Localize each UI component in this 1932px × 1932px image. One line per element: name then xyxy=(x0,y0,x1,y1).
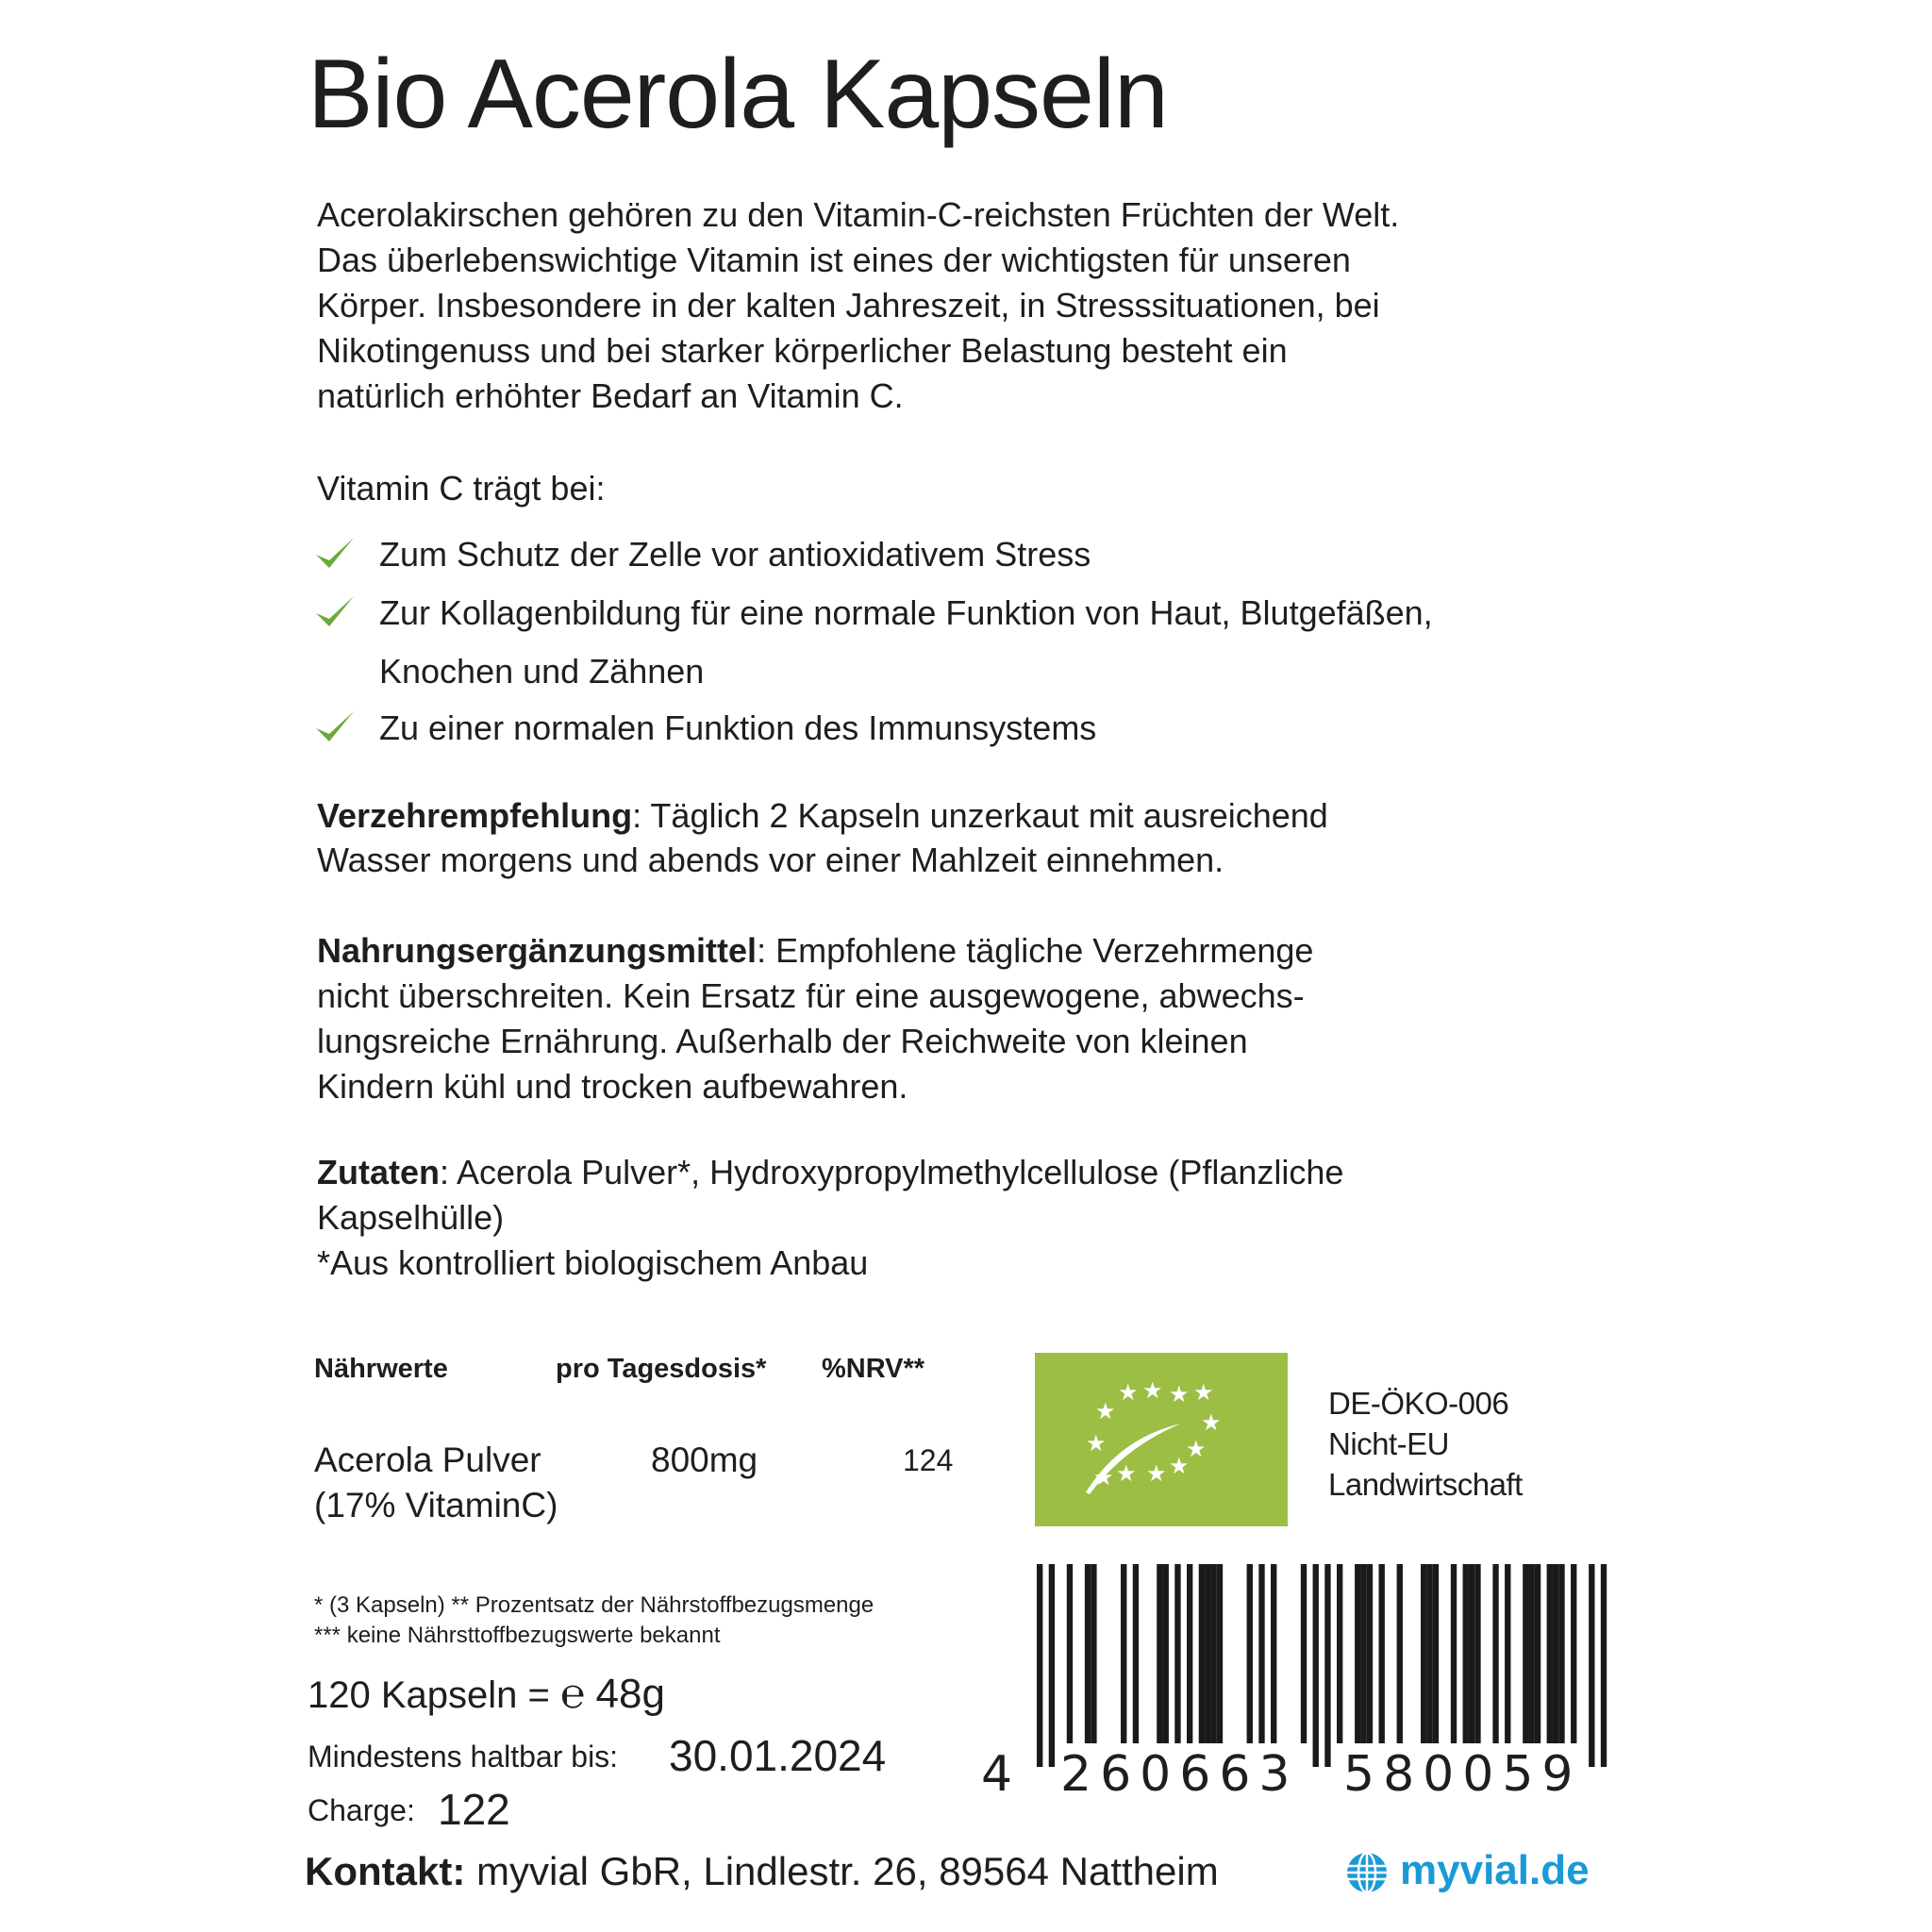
barcode-bar xyxy=(1205,1564,1210,1743)
globe-icon xyxy=(1345,1851,1389,1894)
supplement-line: nicht überschreiten. Kein Ersatz für eine ausgewogene, abwechs- xyxy=(317,976,1305,1015)
barcode-bar xyxy=(1085,1564,1091,1743)
website-link[interactable]: myvial.de xyxy=(1400,1847,1590,1893)
barcode-bar xyxy=(1421,1564,1426,1743)
best-before-label: Mindestens haltbar bis: xyxy=(308,1740,619,1774)
barcode-bar xyxy=(1313,1564,1319,1767)
svg-text:★: ★ xyxy=(1186,1436,1207,1462)
organic-origin: Landwirtschaft xyxy=(1328,1467,1523,1502)
ean13-barcode xyxy=(972,1557,1623,1802)
table-cell-dose: 800mg xyxy=(651,1441,758,1479)
intro-line: natürlich erhöhter Bedarf an Vitamin C. xyxy=(317,376,904,415)
barcode-first-digit: 4 xyxy=(981,1746,1013,1802)
barcode-bar xyxy=(1529,1564,1535,1743)
ingredients-section xyxy=(317,1150,1343,1286)
table-cell-nutrient xyxy=(314,1438,558,1528)
ingredients-label: Zutaten xyxy=(317,1153,440,1191)
barcode-bar xyxy=(1163,1564,1169,1743)
barcode-bar xyxy=(1301,1564,1307,1743)
barcode-bar xyxy=(1474,1564,1480,1743)
intro-line: Acerolakirschen gehören zu den Vitamin-C-reichsten Früchten der Welt. xyxy=(317,195,1400,234)
barcode-bar xyxy=(1133,1564,1139,1743)
batch-value: 122 xyxy=(438,1785,510,1834)
barcode-bar xyxy=(1247,1564,1253,1743)
supplement-line: lungsreiche Ernährung. Außerhalb der Reichweite von kleinen xyxy=(317,1022,1248,1060)
barcode-bar xyxy=(1433,1564,1439,1743)
recommendation-line: Wasser morgens und abends vor einer Mahlzeit einnehmen. xyxy=(317,841,1224,879)
svg-text:★: ★ xyxy=(1169,1453,1190,1479)
barcode-bar xyxy=(1426,1564,1432,1743)
quantity xyxy=(308,1671,665,1719)
barcode-bar xyxy=(1360,1564,1366,1743)
svg-text:★: ★ xyxy=(1095,1398,1116,1424)
svg-text:★: ★ xyxy=(1201,1409,1222,1436)
contact-label: Kontakt: xyxy=(305,1849,466,1893)
organic-control-info xyxy=(1328,1383,1523,1505)
svg-text:★: ★ xyxy=(1142,1377,1163,1404)
barcode-bar xyxy=(1589,1564,1594,1767)
intro-line: Das überlebenswichtige Vitamin ist eines der wichtigsten für unseren xyxy=(317,241,1351,279)
organic-code: DE-ÖKO-006 xyxy=(1328,1386,1509,1421)
svg-text:★: ★ xyxy=(1146,1460,1167,1487)
barcode-bar xyxy=(1505,1564,1510,1743)
barcode-bar xyxy=(1535,1564,1541,1743)
barcode-bar xyxy=(1397,1564,1403,1743)
barcode-bar xyxy=(1355,1564,1360,1743)
barcode-bar xyxy=(1091,1564,1096,1743)
table-header-nrv: %NRV** xyxy=(822,1354,925,1384)
barcode-bar xyxy=(1558,1564,1564,1743)
best-before-date: 30.01.2024 xyxy=(669,1731,887,1780)
table-cell-nrv: 124 xyxy=(903,1443,954,1477)
recommendation-label: Verzehrempfehlung xyxy=(317,796,633,835)
ingredients-line: *Aus kontrolliert biologischem Anbau xyxy=(317,1243,869,1282)
barcode-bar xyxy=(1217,1564,1223,1743)
barcode-bar xyxy=(1451,1564,1457,1743)
nutrient-detail: (17% VitaminC) xyxy=(314,1486,558,1524)
barcode-bar xyxy=(1523,1564,1528,1743)
barcode-bar xyxy=(1258,1564,1264,1743)
checkmark-icon xyxy=(314,591,356,632)
benefit-item: Zum Schutz der Zelle vor antioxidativem Stress xyxy=(379,535,1091,574)
benefit-item xyxy=(379,584,1433,701)
benefit-item: Zu einer normalen Funktion des Immunsystems xyxy=(379,708,1097,747)
svg-text:★: ★ xyxy=(1193,1379,1214,1406)
barcode-bar xyxy=(1210,1564,1216,1743)
table-header-dose: pro Tagesdosis* xyxy=(556,1354,767,1384)
barcode-bar xyxy=(1271,1564,1276,1743)
barcode-bar xyxy=(1121,1564,1126,1743)
barcode-bar xyxy=(1469,1564,1474,1743)
barcode-bar xyxy=(1324,1564,1330,1767)
barcode-bar xyxy=(1157,1564,1162,1743)
ingredients-line: Kapselhülle) xyxy=(317,1198,505,1237)
barcode-bar xyxy=(1199,1564,1205,1743)
barcode-bar xyxy=(1037,1564,1042,1767)
footnote: * (3 Kapseln) ** Prozentsatz der Nährstoffbezugsmenge xyxy=(314,1592,874,1618)
recommendation-line: : Täglich 2 Kapseln unzerkaut mit ausreichend xyxy=(632,796,1328,835)
barcode-left-digits: 260663 xyxy=(1060,1746,1299,1802)
supplement-label: Nahrungsergänzungsmittel xyxy=(317,931,758,970)
svg-text:★: ★ xyxy=(1118,1379,1139,1406)
contact-address: myvial GbR, Lindlestr. 26, 89564 Nattheim xyxy=(476,1849,1219,1893)
barcode-bar xyxy=(1492,1564,1498,1743)
barcode-bar xyxy=(1601,1564,1607,1767)
eu-leaf-stars-icon xyxy=(1035,1353,1288,1526)
barcode-bar xyxy=(1049,1564,1055,1767)
svg-text:★: ★ xyxy=(1093,1464,1114,1491)
benefit-line: Zur Kollagenbildung für eine normale Funktion von Haut, Blutgefäßen, xyxy=(379,593,1433,632)
quantity-weight: 48g xyxy=(595,1671,665,1717)
svg-text:★: ★ xyxy=(1086,1430,1107,1457)
ingredients-line: : Acerola Pulver*, Hydroxypropylmethylcellulose (Pflanzliche xyxy=(440,1153,1344,1191)
barcode-bar xyxy=(1187,1564,1192,1743)
recommendation-section xyxy=(317,793,1328,882)
estimated-sign-icon: ℮ xyxy=(560,1670,586,1718)
supplement-line: : Empfohlene tägliche Verzehrmenge xyxy=(757,931,1314,970)
table-header-nutrient: Nährwerte xyxy=(314,1354,448,1384)
intro-line: Körper. Insbesondere in der kalten Jahreszeit, in Stresssituationen, bei xyxy=(317,286,1380,325)
barcode-bar xyxy=(1571,1564,1576,1743)
benefits-heading: Vitamin C trägt bei: xyxy=(317,469,606,508)
barcode-right-digits: 580059 xyxy=(1343,1746,1582,1802)
checkmark-icon xyxy=(314,706,356,747)
contact xyxy=(305,1847,1219,1896)
page-title: Bio Acerola Kapseln xyxy=(308,40,1168,149)
eu-organic-logo xyxy=(1035,1353,1288,1526)
organic-origin: Nicht-EU xyxy=(1328,1426,1450,1461)
barcode-bar xyxy=(1337,1564,1342,1743)
barcode-bar xyxy=(1463,1564,1469,1743)
footnotes xyxy=(314,1591,874,1651)
supplement-line: Kindern kühl und trocken aufbewahren. xyxy=(317,1067,908,1106)
intro-line: Nikotingenuss und bei starker körperlicher Belastung besteht ein xyxy=(317,331,1288,370)
barcode-bar xyxy=(1547,1564,1553,1743)
barcode-bar xyxy=(1067,1564,1073,1743)
svg-text:★: ★ xyxy=(1116,1460,1137,1487)
benefit-line: Knochen und Zähnen xyxy=(379,652,705,691)
barcode-bar xyxy=(1367,1564,1373,1743)
intro-paragraph xyxy=(317,192,1399,419)
svg-text:★: ★ xyxy=(1169,1381,1190,1407)
batch-label: Charge: xyxy=(308,1793,415,1827)
barcode-bar xyxy=(1379,1564,1385,1743)
quantity-text: 120 Kapseln = xyxy=(308,1674,550,1716)
checkmark-icon xyxy=(314,532,356,574)
footnote: *** keine Nährsttoffbezugswerte bekannt xyxy=(314,1623,721,1648)
barcode-bar xyxy=(1553,1564,1558,1743)
nutrient-name: Acerola Pulver xyxy=(314,1441,541,1479)
barcode-bar xyxy=(1174,1564,1180,1743)
supplement-section xyxy=(317,928,1313,1109)
